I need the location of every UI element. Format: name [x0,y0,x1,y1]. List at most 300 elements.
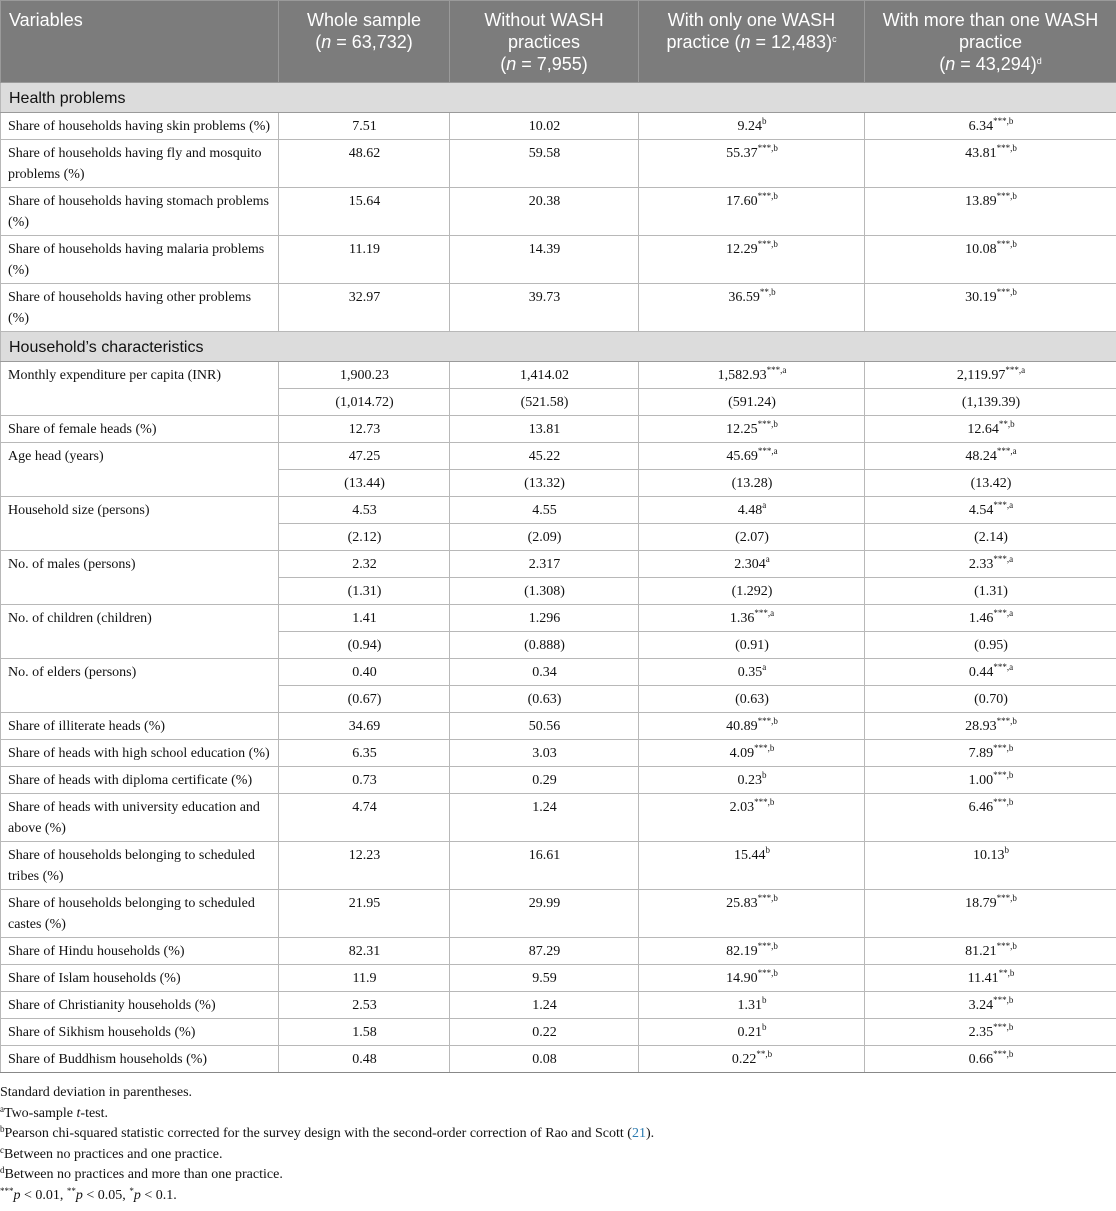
note-b-text: Pearson chi-squared statistic corrected for the survey design with the second-order correction of Rao and Scott ( [4,1126,632,1141]
cell-value: 20.38 [528,194,561,209]
value-cell [865,443,1116,470]
section-title: Household’s characteristics [1,332,1116,362]
table-row [1,236,1116,284]
header-one-wash-footnote: c [832,34,837,44]
significance-marker: ***,a [754,608,775,618]
cell-value: 48.24 [965,449,997,464]
reference-link[interactable]: 21 [631,1126,646,1141]
section-header [1,332,1116,362]
cell-value: 10.13 [973,848,1005,863]
value-cell [865,713,1116,740]
cell-value: 45.69 [726,449,758,464]
value-cell [639,551,865,578]
value-cell [450,113,639,140]
header-whole-sample-n: (n = 63,732) [315,32,413,52]
table-row [1,965,1116,992]
significance-marker: b [762,995,767,1005]
section-title: Health problems [1,83,1116,113]
note-b-mark: b [0,1124,5,1134]
note-sig-3-mark: * [129,1185,134,1196]
value-cell [639,113,865,140]
value-cell [865,842,1116,890]
note-c [0,1145,1116,1166]
note-a-italic: t [76,1105,81,1121]
value-cell [450,659,639,686]
note-d-text: Between no practices and more than one practice. [4,1167,283,1182]
significance-marker: ***,a [993,662,1014,672]
cell-value: 32.97 [348,290,381,305]
cell-value: 12.25 [726,422,758,437]
value-cell [865,659,1116,686]
cell-value: 4.55 [532,503,557,518]
significance-marker: ***,a [996,446,1017,456]
value-cell [450,938,639,965]
header-multi-wash-footnote: d [1036,56,1042,66]
cell-value: 9.24 [737,119,762,134]
significance-marker: ***,b [993,743,1014,753]
value-cell [865,965,1116,992]
value-cell [279,842,450,890]
cell-value: 87.29 [528,944,561,959]
cell-value: 82.31 [348,944,381,959]
cell-value: 30.19 [965,290,997,305]
cell-value: 45.22 [528,449,561,464]
significance-marker: a [762,662,767,672]
table-row [1,140,1116,188]
significance-marker: ***,b [757,893,778,903]
row-label: Age head (years) [1,443,279,497]
table-row [1,890,1116,938]
cell-value: 0.23 [737,773,762,788]
cell-value: 13.81 [528,422,561,437]
row-label: Share of households having stomach problems (%) [1,188,279,236]
header-variables [1,1,279,83]
cell-value: 55.37 [726,146,758,161]
cell-value: 2.33 [968,557,994,572]
row-label: Share of female heads (%) [1,416,279,443]
sd-cell: (0.91) [639,632,865,659]
value-cell [450,284,639,332]
cell-value: 10.02 [528,119,561,134]
header-one-wash [639,1,865,83]
note-a [0,1104,1116,1125]
cell-value: 4.53 [352,503,377,518]
row-label: No. of elders (persons) [1,659,279,713]
value-cell [865,362,1116,389]
significance-marker: ***,b [996,287,1017,297]
value-cell [279,1019,450,1046]
significance-marker: ***,a [993,500,1014,510]
sd-cell: (0.67) [279,686,450,713]
cell-value: 59.58 [528,146,561,161]
value-cell [639,1019,865,1046]
value-cell [279,443,450,470]
sd-cell: (2.14) [865,524,1116,551]
value-cell [279,284,450,332]
cell-value: 10.08 [965,242,997,257]
section-header [1,83,1116,113]
cell-value: 4.48 [737,503,763,518]
table-row [1,794,1116,842]
cell-value: 0.08 [532,1052,557,1067]
row-label: Share of Christianity households (%) [1,992,279,1019]
significance-marker: **,b [756,1049,773,1059]
cell-value: 1,414.02 [520,368,569,383]
value-cell [639,740,865,767]
row-label: Share of households having skin problems (%) [1,113,279,140]
note-a-text: Two-sample [4,1105,77,1121]
value-cell [279,965,450,992]
cell-value: 15.44 [734,848,766,863]
value-cell [450,1046,639,1073]
cell-value: 34.69 [348,719,381,734]
value-cell [865,794,1116,842]
value-cell [450,188,639,236]
value-cell [279,188,450,236]
value-cell [450,890,639,938]
value-cell [865,140,1116,188]
table-row [1,842,1116,890]
significance-marker: ***,a [1005,365,1026,375]
header-multi-wash-n: (n = 43,294) [939,54,1037,74]
value-cell [279,992,450,1019]
sd-cell: (0.63) [639,686,865,713]
cell-value: 0.22 [731,1052,757,1067]
significance-marker: b [762,770,767,780]
value-cell [639,605,865,632]
sd-cell: (1,014.72) [279,389,450,416]
cell-value: 17.60 [726,194,758,209]
value-cell [639,284,865,332]
cell-value: 1.41 [352,611,377,626]
table-row [1,551,1116,578]
value-cell [450,236,639,284]
significance-marker: ***,b [996,716,1017,726]
row-label: Share of Sikhism households (%) [1,1019,279,1046]
value-cell [639,443,865,470]
cell-value: 25.83 [726,896,758,911]
cell-value: 4.09 [729,746,755,761]
value-cell [279,713,450,740]
value-cell [865,236,1116,284]
row-label: Share of Buddhism households (%) [1,1046,279,1073]
value-cell [279,236,450,284]
row-label: Share of households belonging to scheduled tribes (%) [1,842,279,890]
significance-marker: b [762,1022,767,1032]
value-cell [279,794,450,842]
row-label: Share of heads with university education and above (%) [1,794,279,842]
table-body [1,83,1116,1073]
significance-marker: ***,b [757,239,778,249]
value-cell [639,992,865,1019]
table-row [1,659,1116,686]
cell-value: 0.22 [532,1025,557,1040]
table-row [1,605,1116,632]
cell-value: 1,582.93 [717,368,767,383]
value-cell [639,140,865,188]
table-row [1,416,1116,443]
sd-cell: (1.308) [450,578,639,605]
value-cell [450,842,639,890]
cell-value: 15.64 [348,194,381,209]
cell-value: 12.29 [726,242,758,257]
header-without-wash [450,1,639,83]
significance-marker: **,b [998,968,1015,978]
cell-value: 0.34 [532,665,557,680]
table-row [1,1046,1116,1073]
value-cell [865,188,1116,236]
value-cell [865,938,1116,965]
cell-value: 1.00 [968,773,994,788]
significance-marker: a [765,554,770,564]
value-cell [639,1046,865,1073]
value-cell [639,767,865,794]
sd-cell: (13.28) [639,470,865,497]
row-label: Share of households having fly and mosquito problems (%) [1,140,279,188]
cell-value: 82.19 [726,944,758,959]
significance-marker: ***,b [996,941,1017,951]
sd-cell: (0.95) [865,632,1116,659]
cell-value: 11.19 [349,242,380,257]
sd-cell: (1.31) [279,578,450,605]
table-row [1,1019,1116,1046]
cell-value: 18.79 [965,896,997,911]
header-without-wash-n: (n = 7,955) [500,54,588,74]
cell-value: 0.40 [352,665,377,680]
value-cell [639,794,865,842]
value-cell [279,740,450,767]
table-row [1,938,1116,965]
row-label: Monthly expenditure per capita (INR) [1,362,279,416]
sd-cell: (0.63) [450,686,639,713]
note-a-mark: a [0,1103,4,1114]
sd-cell: (591.24) [639,389,865,416]
significance-marker: ***,b [996,239,1017,249]
significance-marker: ***,a [766,365,787,375]
value-cell [450,794,639,842]
row-label: No. of children (children) [1,605,279,659]
cell-value: 7.89 [968,746,994,761]
value-cell [450,416,639,443]
value-cell [639,188,865,236]
cell-value: 2.317 [528,557,561,572]
header-multi-wash-title: With more than one WASH practice [882,10,1099,52]
value-cell [639,965,865,992]
cell-value: 1.31 [737,998,762,1013]
significance-marker: **,b [998,419,1015,429]
note-significance [0,1186,1116,1207]
header-one-wash-n: (n = 12,483) [734,32,833,52]
cell-value: 28.93 [965,719,997,734]
value-cell [279,890,450,938]
cell-value: 12.73 [348,422,381,437]
value-cell [865,497,1116,524]
cell-value: 14.90 [726,971,758,986]
note-b-text-end: ). [645,1126,655,1141]
row-label: Share of Islam households (%) [1,965,279,992]
significance-marker: ***,b [757,191,778,201]
sd-cell: (13.32) [450,470,639,497]
table-row [1,188,1116,236]
cell-value: 1.58 [352,1025,377,1040]
sd-cell: (1.31) [865,578,1116,605]
value-cell [279,938,450,965]
row-label: Share of illiterate heads (%) [1,713,279,740]
cell-value: 1,900.23 [340,368,389,383]
significance-marker: ***,b [754,743,775,753]
significance-marker: b [1004,845,1009,855]
value-cell [450,965,639,992]
cell-value: 13.89 [965,194,997,209]
cell-value: 4.54 [968,503,994,518]
significance-marker: ***,b [996,893,1017,903]
sd-cell: (0.888) [450,632,639,659]
value-cell [639,890,865,938]
cell-value: 36.59 [728,290,760,305]
value-cell [639,416,865,443]
cell-value: 29.99 [528,896,561,911]
cell-value: 0.35 [737,665,763,680]
significance-marker: b [765,845,770,855]
value-cell [450,992,639,1019]
note-a-text-end: -test. [80,1105,109,1121]
significance-marker: ***,b [993,995,1014,1005]
value-cell [639,938,865,965]
cell-value: 21.95 [348,896,381,911]
cell-value: 0.29 [532,773,557,788]
row-label: Share of households having other problems (%) [1,284,279,332]
value-cell [450,443,639,470]
value-cell [279,767,450,794]
significance-marker: ***,b [993,770,1014,780]
table-row [1,740,1116,767]
cell-value: 1.24 [532,998,557,1013]
value-cell [450,551,639,578]
cell-value: 2.03 [729,800,755,815]
table-row [1,362,1116,389]
note-sig-2: p < 0.05, [75,1187,130,1203]
cell-value: 2.53 [352,998,377,1013]
note-sig-3: p < 0.1. [133,1187,177,1203]
cell-value: 14.39 [528,242,561,257]
note-sig-1: p < 0.01, [13,1187,67,1203]
significance-marker: **,b [759,287,776,297]
value-cell [279,140,450,188]
cell-value: 1.46 [968,611,994,626]
cell-value: 81.21 [965,944,997,959]
sd-cell: (521.58) [450,389,639,416]
significance-marker: ***,b [757,941,778,951]
cell-value: 0.21 [737,1025,762,1040]
cell-value: 39.73 [528,290,561,305]
value-cell [639,659,865,686]
value-cell [450,713,639,740]
row-label: Share of heads with diploma certificate (%) [1,767,279,794]
value-cell [865,1019,1116,1046]
cell-value: 0.66 [968,1052,994,1067]
value-cell [865,740,1116,767]
value-cell [450,605,639,632]
sd-cell: (2.09) [450,524,639,551]
value-cell [279,113,450,140]
cell-value: 0.73 [352,773,377,788]
cell-value: 2,119.97 [956,368,1006,383]
significance-marker: ***,b [757,419,778,429]
value-cell [865,551,1116,578]
cell-value: 1.296 [528,611,561,626]
cell-value: 12.23 [348,848,381,863]
cell-value: 47.25 [348,449,381,464]
cell-value: 43.81 [965,146,997,161]
note-c-text: Between no practices and one practice. [4,1146,223,1162]
note-sd: Standard deviation in parentheses. [0,1085,193,1100]
value-cell [279,605,450,632]
cell-value: 2.304 [734,557,766,572]
cell-value: 2.32 [352,557,377,572]
cell-value: 9.59 [532,971,557,986]
row-label: Share of households having malaria problems (%) [1,236,279,284]
cell-value: 6.35 [352,746,377,761]
cell-value: 4.74 [352,800,377,815]
significance-marker: ***,b [757,716,778,726]
value-cell [639,497,865,524]
value-cell [279,497,450,524]
row-label: Household size (persons) [1,497,279,551]
significance-marker: ***,a [993,554,1014,564]
cell-value: 40.89 [726,719,758,734]
note-sig-1-mark: *** [0,1185,14,1196]
value-cell [639,362,865,389]
significance-marker: b [762,116,767,126]
value-cell [450,497,639,524]
cell-value: 0.48 [352,1052,377,1067]
header-multi-wash [865,1,1116,83]
cell-value: 7.51 [352,119,377,134]
value-cell [279,416,450,443]
cell-value: 0.44 [968,665,994,680]
sd-cell: (2.12) [279,524,450,551]
significance-marker: ***,a [757,446,778,456]
significance-marker: ***,b [993,1022,1014,1032]
row-label: Share of households belonging to scheduled castes (%) [1,890,279,938]
row-label: Share of Hindu households (%) [1,938,279,965]
note-sig-2-mark: ** [66,1185,76,1196]
cell-value: 16.61 [528,848,561,863]
sd-cell: (0.70) [865,686,1116,713]
cell-value: 3.03 [532,746,557,761]
value-cell [865,416,1116,443]
sd-cell: (1.292) [639,578,865,605]
cell-value: 1.24 [532,800,557,815]
value-cell [279,659,450,686]
value-cell [865,605,1116,632]
value-cell [450,767,639,794]
note-b [0,1124,1116,1145]
value-cell [865,890,1116,938]
value-cell [450,140,639,188]
value-cell [639,842,865,890]
note-d [0,1165,1116,1186]
cell-value: 11.9 [352,971,377,986]
table-row [1,713,1116,740]
significance-marker: ***,a [993,608,1014,618]
sd-cell: (2.07) [639,524,865,551]
cell-value: 1.36 [729,611,755,626]
value-cell [639,236,865,284]
significance-marker: ***,b [993,116,1014,126]
significance-marker: ***,b [993,1049,1014,1059]
value-cell [865,1046,1116,1073]
